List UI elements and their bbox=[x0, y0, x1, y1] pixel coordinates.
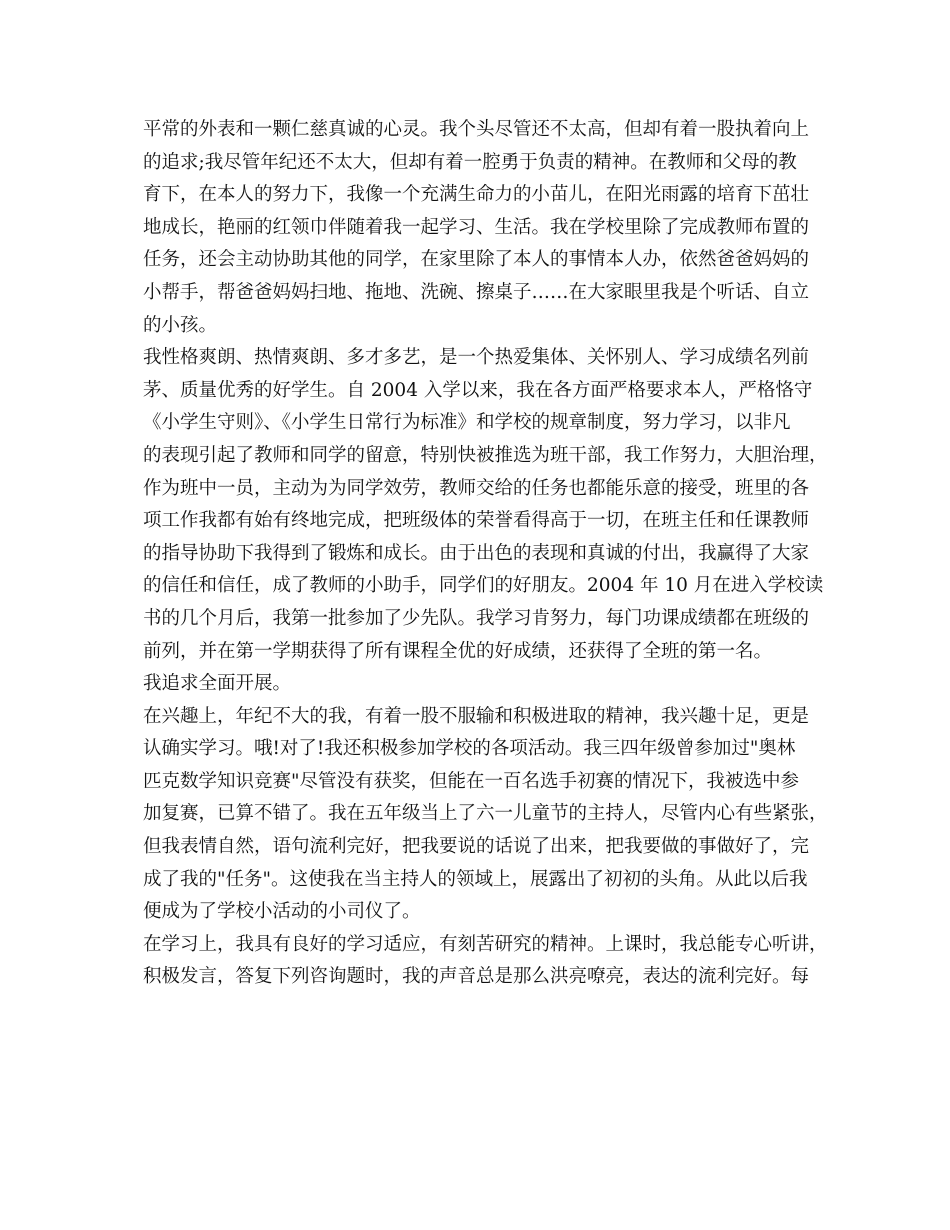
text-line: 小帮手，帮爸爸妈妈扫地、拖地、洗碗、擦桌子……在大家眼里我是个听话、自立 bbox=[143, 281, 810, 303]
text-line: 项工作我都有始有终地完成，把班级体的荣誉看得高于一切，在班主任和任课教师 bbox=[143, 510, 810, 532]
text-line: 我性格爽朗、热情爽朗、多才多艺，是一个热爱集体、关怀别人、学习成绩名列前 bbox=[143, 347, 810, 369]
text-line: 地成长，艳丽的红领巾伴随着我一起学习、生活。我在学校里除了完成教师布置的 bbox=[143, 216, 810, 238]
text-line: 匹克数学知识竞赛"尽管没有获奖，但能在一百名选手初赛的情况下，我被选中参 bbox=[143, 770, 800, 792]
text-line: 前列，并在第一学期获得了所有课程全优的好成绩，还获得了全班的第一名。 bbox=[143, 640, 773, 662]
text-line: 任务，还会主动协助其他的同学，在家里除了本人的事情本人办，依然爸爸妈妈的 bbox=[143, 249, 810, 271]
text-line: 的信任和信任，成了教师的小助手，同学们的好朋友。2004 年 10 月在进入学校读 bbox=[143, 575, 824, 597]
text-line: 书的几个月后，我第一批参加了少先队。我学习肯努力，每门功课成绩都在班级的 bbox=[143, 607, 810, 629]
text-line: 育下，在本人的努力下，我像一个充满生命力的小苗儿，在阳光雨露的培育下茁壮 bbox=[143, 184, 810, 206]
document-body bbox=[143, 114, 828, 994]
text-line: 在兴趣上，年纪不大的我，有着一股不服输和积极进取的精神，我兴趣十足，更是 bbox=[143, 705, 810, 727]
text-line: 平常的外表和一颗仁慈真诚的心灵。我个头尽管还不太高，但却有着一股执着向上 bbox=[143, 119, 810, 140]
text-line: 认确实学习。哦!对了!我还积极参加学校的各项活动。我三四年级曾参加过"奥林 bbox=[143, 738, 796, 760]
text-line: 的追求;我尽管年纪还不太大，但却有着一腔勇于负责的精神。在教师和父母的教 bbox=[143, 151, 797, 173]
text-line: 便成为了学校小活动的小司仪了。 bbox=[143, 901, 421, 923]
text-line: 在学习上，我具有良好的学习适应，有刻苦研究的精神。上课时，我总能专心听讲， bbox=[143, 933, 828, 955]
text-line: 积极发言，答复下列咨询题时，我的声音总是那么洪亮嘹亮，表达的流利完好。每 bbox=[143, 966, 810, 988]
text-line: 的表现引起了教师和同学的留意，特别快被推选为班干部，我工作努力，大胆治理， bbox=[143, 444, 828, 466]
text-line: 作为班中一员，主动为为同学效劳，教师交给的任务也都能乐意的接受，班里的各 bbox=[143, 477, 810, 499]
text-line: 的小孩。 bbox=[143, 314, 218, 336]
text-line: 我追求全面开展。 bbox=[143, 673, 292, 695]
text-line: 的指导协助下我得到了锻炼和成长。由于出色的表现和真诚的付出，我赢得了大家 bbox=[143, 542, 810, 564]
text-line: 《小学生守则》、《小学生日常行为标准》和学校的规章制度，努力学习，以非凡 bbox=[143, 412, 791, 434]
text-line: 但我表情自然，语句流利完好，把我要说的话说了出来，把我要做的事做好了，完 bbox=[143, 836, 810, 858]
text-line: 茅、质量优秀的好学生。自 2004 入学以来，我在各方面严格要求本人，严格恪守 bbox=[143, 379, 813, 401]
text-line: 加复赛，已算不错了。我在五年级当上了六一儿童节的主持人，尽管内心有些紧张， bbox=[143, 803, 828, 825]
text-line: 成了我的"任务"。这使我在当主持人的领域上，展露出了初初的头角。从此以后我 bbox=[143, 868, 808, 890]
